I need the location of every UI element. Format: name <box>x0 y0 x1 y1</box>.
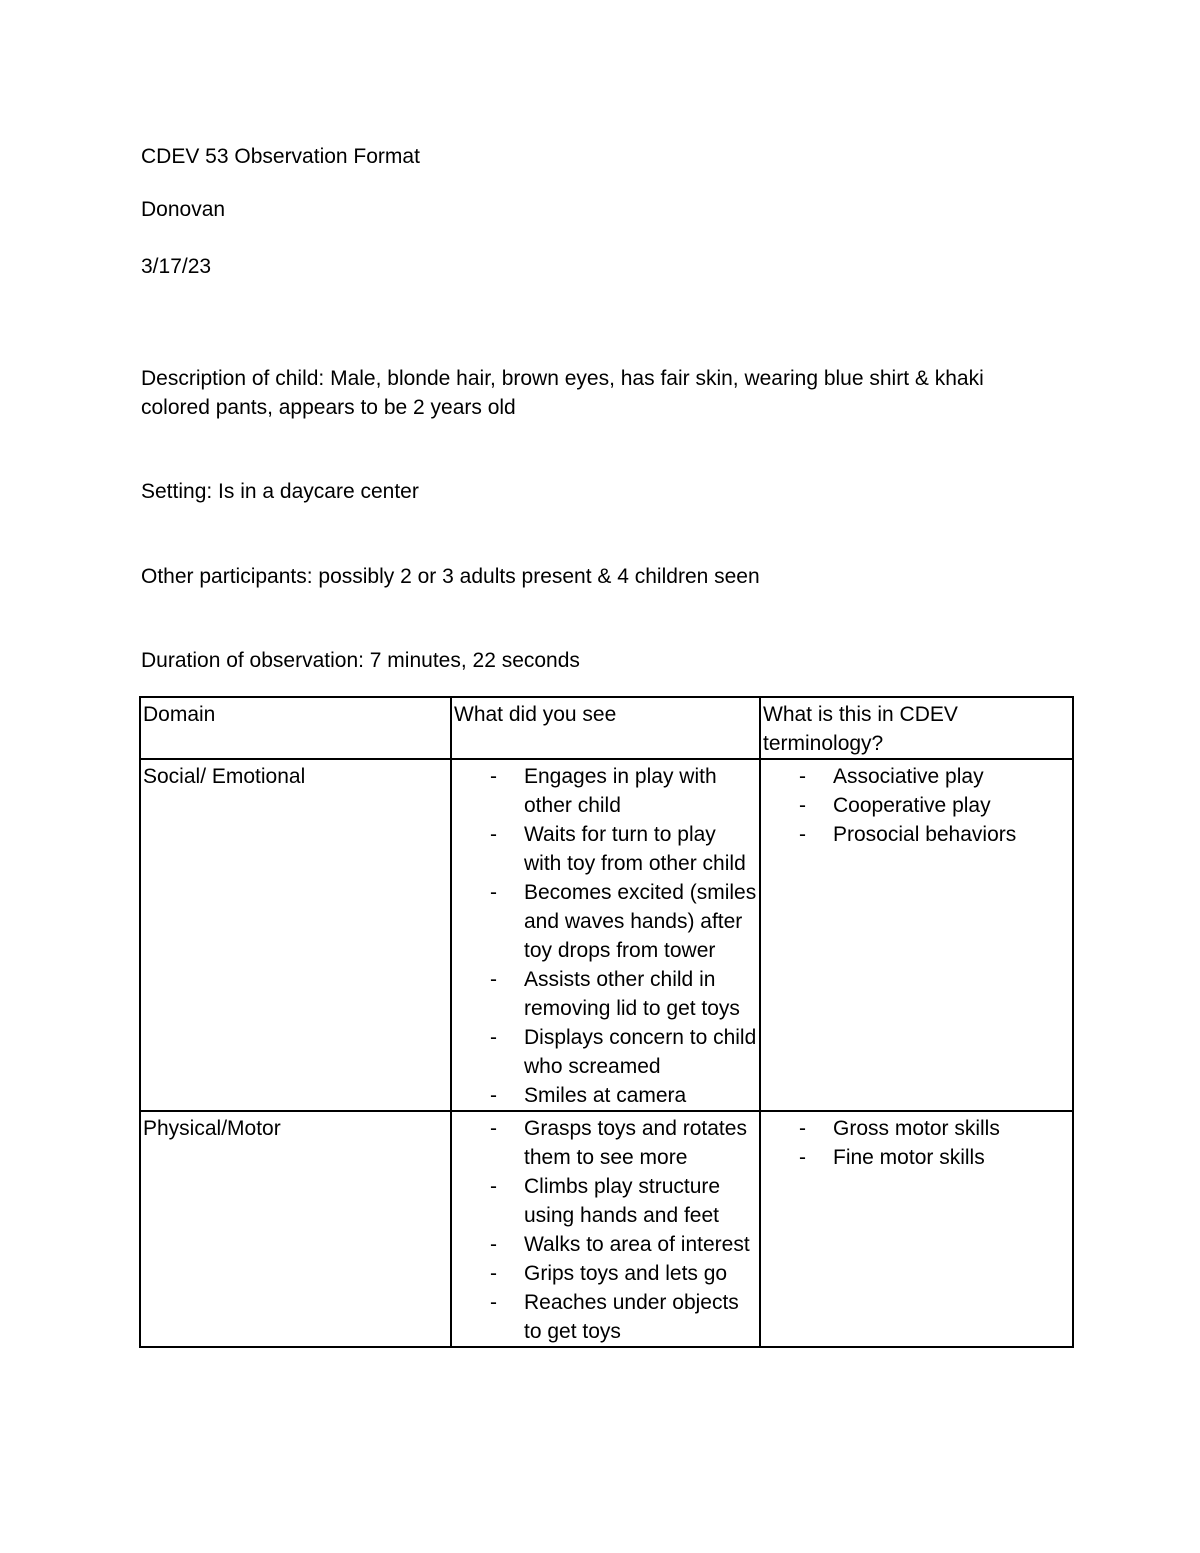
header-domain: Domain <box>140 697 451 759</box>
list-item: - Grips toys and lets go <box>454 1259 759 1288</box>
observation-date: 3/17/23 <box>141 255 212 278</box>
table-row <box>140 1111 1073 1347</box>
list-item: - Fine motor skills <box>763 1143 1072 1172</box>
list-item: - Waits for turn to play with toy from other child <box>454 820 759 878</box>
list-item: - Climbs play structure using hands and feet <box>454 1172 759 1230</box>
list-item: - Cooperative play <box>763 791 1072 820</box>
domain-cell: Social/ Emotional <box>140 759 451 1111</box>
seen-cell <box>451 1111 760 1347</box>
observation-table <box>139 696 1074 1348</box>
list-item: - Prosocial behaviors <box>763 820 1072 849</box>
list-item: - Associative play <box>763 762 1072 791</box>
header-what-seen: What did you see <box>451 697 760 759</box>
participants-line: Other participants: possibly 2 or 3 adults present & 4 children seen <box>141 565 760 588</box>
document-title: CDEV 53 Observation Format <box>141 145 420 168</box>
list-item: - Grasps toys and rotates them to see more <box>454 1114 759 1172</box>
list-item: - Smiles at camera <box>454 1081 759 1110</box>
list-item: - Engages in play with other child <box>454 762 759 820</box>
seen-list <box>454 1114 759 1346</box>
seen-list <box>454 762 759 1110</box>
terms-cell <box>760 759 1073 1111</box>
observer-name: Donovan <box>141 198 226 221</box>
seen-cell <box>451 759 760 1111</box>
child-description: Description of child: Male, blonde hair, brown eyes, has fair skin, wearing blue shirt & khaki colored pants, appears to be 2 years old <box>141 367 984 419</box>
setting-line: Setting: Is in a daycare center <box>141 480 419 503</box>
list-item: - Walks to area of interest <box>454 1230 759 1259</box>
table-row <box>140 759 1073 1111</box>
terms-list <box>763 1114 1072 1172</box>
header-cdev-terminology: What is this in CDEV terminology? <box>760 697 1073 759</box>
terms-cell <box>760 1111 1073 1347</box>
list-item: - Reaches under objects to get toys <box>454 1288 759 1346</box>
list-item: - Assists other child in removing lid to get toys <box>454 965 759 1023</box>
domain-cell: Physical/Motor <box>140 1111 451 1347</box>
list-item: - Gross motor skills <box>763 1114 1072 1143</box>
duration-line: Duration of observation: 7 minutes, 22 seconds <box>141 649 580 672</box>
list-item: - Becomes excited (smiles and waves hands) after toy drops from tower <box>454 878 759 965</box>
list-item: - Displays concern to child who screamed <box>454 1023 759 1081</box>
terms-list <box>763 762 1072 849</box>
table-header-row <box>140 697 1073 759</box>
